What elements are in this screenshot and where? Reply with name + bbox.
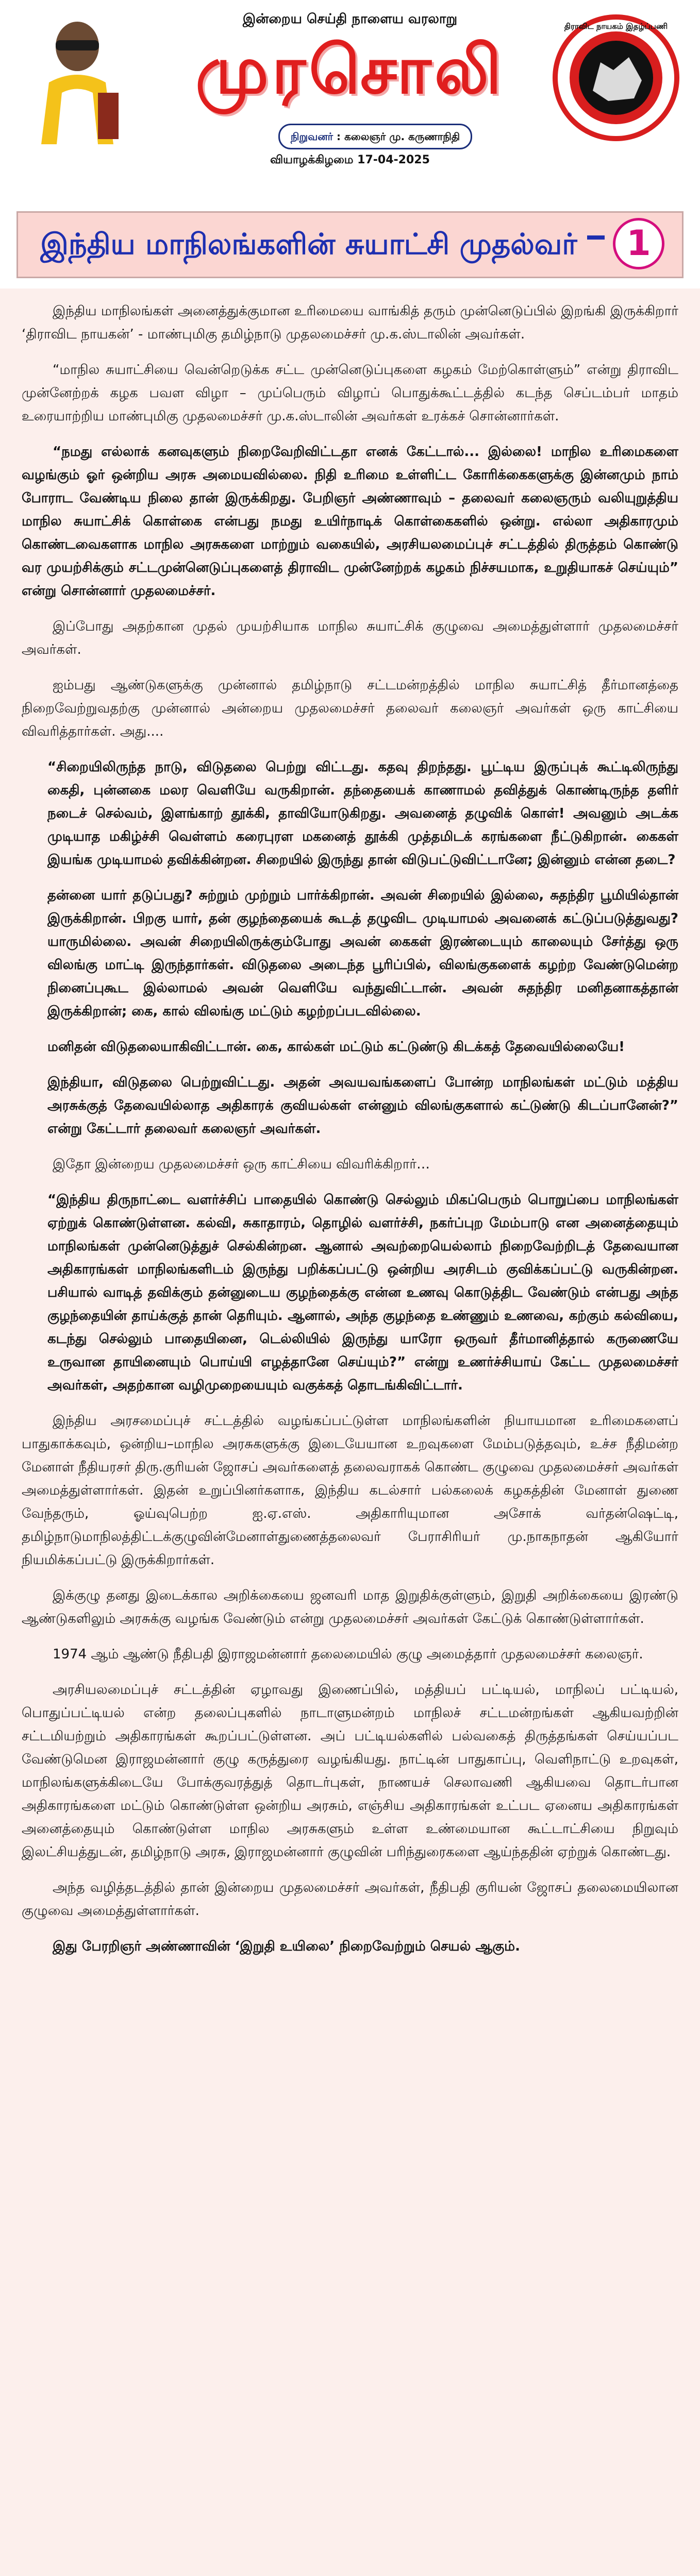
article-paragraph: இந்திய மாநிலங்கள் அனைத்துக்குமான உரிமையை வாங்கித் தரும் முன்னெடுப்பில் இறங்கி இருக்கிறார் ‘திராவிட நாயகன்’ - மாண்புமிகு தமிழ்நாடு முதலமைச்சர் மு.க.ஸ்டாலின் அவர்கள். xyxy=(22,303,678,342)
founder-box xyxy=(278,124,472,149)
article-quote-paragraph: “இந்திய திருநாட்டை வளர்ச்சிப் பாதையில் கொண்டு செல்லும் மிகப்பெரும் பொறுப்பை மாநிலங்கள் ஏற்றுக் கொண்டுள்ளன. கல்வி, சுகாதாரம், தொழில் வளர்ச்சி, நகர்ப்புற மேம்பாடு என அனைத்தையும் மாநிலங்கள் முன்னெடுத்துச் செல்கின்றன. ஆனால் அவற்றையெல்லாம் நிறைவேற்றிடத் தேவையான அதிகாரங்கள் மாநிலங்களிடம் இருந்து பறிக்கப்பட்டு ஒன்றிய அரசிடம் குவிக்கப்பட்டு வருகின்றன. பசியால் வாடித் தவிக்கும் தன்னுடைய குழந்தைக்கு என்ன உணவு கொடுத்திட வேண்டும் என்பது அந்த குழந்தையின் தாய்க்குத் தான் தெரியும். ஆனால், அந்த குழந்தை உண்ணும் உணவை, கற்கும் கல்வியை, கடந்து செல்லும் பாதையினை, டெல்லியில் இருந்து யாரோ ஒருவர் தீர்மானித்தால் கருணையே உருவான தாயினையும் பொய்யி எழத்தானே செய்யும்?” என்று உணர்ச்சியாய் கேட்ட முதலமைச்சர் அவர்கள், அதற்கான வழிமுறையையும் வகுக்கத் தொடங்கிவிட்டார். xyxy=(47,1192,678,1393)
founder-name: கலைஞர் மு. கருணாநிதி xyxy=(344,130,460,143)
article-quote-paragraph: மனிதன் விடுதலையாகிவிட்டான். கை, கால்கள் மட்டும் கட்டுண்டு கிடக்கத் தேவையில்லையே! xyxy=(47,1039,625,1055)
article-paragraph: அந்த வழித்தடத்தில் தான் இன்றைய முதலமைச்சர் அவர்கள், நீதிபதி குரியன் ஜோசப் தலைமையிலான குழுவை அமைத்துள்ளார்கள். xyxy=(22,1880,678,1919)
article-quote-paragraph: “சிறையிலிருந்த நாடு, விடுதலை பெற்று விட்டது. கதவு திறந்தது. பூட்டிய இருப்புக் கூட்டிலிருந்து கைதி, புன்னகை மலர வெளியே வருகிறான். தந்தையைக் காணாமல் தவித்துக் கொண்டிருந்த தளிர் நடைச் செல்வம், இளங்காற் தூக்கி, தாவியோடுகிறது. அவனைத் தழுவிக் கொள்! அவனும் அடக்க முடியாத மகிழ்ச்சி வெள்ளம் கரைபுரள மகனைத் தூக்கி முத்தமிடக் கரங்களை நீட்டுகிறான். கைகள் இயங்க முடியாமல் தவிக்கின்றன. சிறையில் இருந்து தான் விடுபட்டுவிட்டானே; இன்னும் என்ன தடை? xyxy=(47,759,678,868)
issue-date: வியாழக்கிழமை 17-04-2025 xyxy=(270,154,430,166)
article-closing-paragraph: இது பேரறிஞர் அண்ணாவின் ‘இறுதி உயிலை’ நிறைவேற்றும் செயல் ஆகும். xyxy=(53,1939,520,1954)
masthead xyxy=(0,0,700,170)
article-paragraph: இக்குழு தனது இடைக்கால அறிக்கையை ஜனவரி மாத இறுதிக்குள்ளும், இறுதி அறிக்கையை இரண்டு ஆண்டுகளிலும் அரசுக்கு வழங்க வேண்டும் என்று முதலமைச்சர் அவர்கள் கேட்டுக் கொண்டுள்ளார்கள். xyxy=(22,1588,678,1626)
article-paragraph: அரசியலமைப்புச் சட்டத்தின் ஏழாவது இணைப்பில், மத்தியப் பட்டியல், மாநிலப் பட்டியல், பொதுப்பட்டியல் என்ற தலைப்புகளில் நாடாளுமன்றம் மாநிலச் சட்டமன்றங்கள் ஆகியவற்றின் சட்டமியற்றும் அதிகாரங்கள் கூறப்பட்டுள்ளன. அப் பட்டியல்களில் பல்வகைத் திருத்தங்கள் செய்யப்பட வேண்டுமென இராஜமன்னார் குழு கருத்துரை வழங்கியது. நாட்டின் பாதுகாப்பு, வெளிநாட்டு உறவுகள், மாநிலங்களுக்கிடையே போக்குவரத்துத் தொடர்புகள், நாணயச் செலாவணி ஆகியவை தொடர்பான அதிகாரங்களை மட்டும் கொண்டுள்ள ஒன்றிய அரசும், எஞ்சிய அதிகாரங்கள் உட்பட ஏனைய அதிகாரங்கள் அனைத்தையும் கொண்டுள்ள மாநில அரசுகளும் உள்ள உண்மையான கூட்டாட்சியை நிறுவும் இலட்சியத்துடன், தமிழ்நாடு அரசு, இராஜமன்னார் குழுவின் பரிந்துரைகளை ஆய்ந்ததின் ஏற்றுக் கொண்டது. xyxy=(22,1682,678,1860)
founder-label: நிறுவனர் xyxy=(290,130,334,143)
article-quote-paragraph: “நமது எல்லாக் கனவுகளும் நிறைவேறிவிட்டதா எனக் கேட்டால்... இல்லை! மாநில உரிமைகளை வழங்கும் ஓர் ஒன்றிய அரசு அமையவில்லை. நிதி உரிமை உள்ளிட்ட கோரிக்கைகளுக்கு இன்னமும் நாம் போராட வேண்டிய நிலை தான் இருக்கிறது. பேறிஞர் அண்ணாவும் – தலைவர் கலைஞரும் வலியுறுத்திய மாநில சுயாட்சிக் கொள்கை என்பது நமது உயிர்நாடிக் கொள்கைகளில் ஒன்று. எல்லா அதிகாரமும் கொண்டவைகளாக மாநில அரசுகளை மாற்றும் வகையில், அரசியலமைப்புச் சட்டத்தில் திருத்தம் கொண்டு வர முயற்சிக்கும் சட்டமுன்னெடுப்புகளைத் திராவிட முன்னேற்றக் கழகம் நிச்சயமாக, உறுதியாகச் செய்யும்” என்று சொன்னார் முதலமைச்சர். xyxy=(22,444,678,599)
series-number-badge: 1 xyxy=(613,218,664,269)
headline-title: இந்திய மாநிலங்களின் சுயாட்சி முதல்வர் xyxy=(40,228,577,261)
article-paragraph: 1974 ஆம் ஆண்டு நீதிபதி இராஜமன்னார் தலைமையில் குழு அமைத்தார் முதலமைச்சர் கலைஞர். xyxy=(53,1647,643,1662)
headline-dash xyxy=(587,235,605,240)
article-paragraph: “மாநில சுயாட்சியை வென்றெடுக்க சட்ட முன்னெடுப்புகளை கழகம் மேற்கொள்ளும்” என்று திராவிட முன்னேற்றக் கழக பவள விழா – முப்பெரும் விழாப் பொதுக்கூட்டத்தில் கடந்த செப்டம்பர் மாதம் உரையாற்றிய மாண்புமிகு முதலமைச்சர் மு.க.ஸ்டாலின் அவர்கள் உரக்கச் சொன்னார்கள். xyxy=(22,362,678,424)
dravida-emblem-logo xyxy=(552,13,680,142)
emblem-text: திராவிட நாயகம் இதழ்ப்பணி xyxy=(564,22,668,31)
article-paragraph: இந்திய அரசமைப்புச் சட்டத்தில் வழங்கப்பட்டுள்ள மாநிலங்களின் நியாயமான உரிமைகளைப் பாதுகாக்கவும், ஒன்றிய–மாநில அரசுகளுக்கு இடையேயான உறவுகளை மேம்படுத்தவும், உச்ச நீதிமன்ற மேனாள் நீதியரசர் திரு.குரியன் ஜோசப் அவர்களைத் தலைவராகக் கொண்ட குழுவை முதலமைச்சர் அவர்கள் அமைத்துள்ளார்கள். இதன் உறுப்பினர்களாக, இந்திய கடல்சார் பல்கலைக் கழகத்தின் மேனாள் துணை வேந்தரும், ஓய்வுபெற்ற ஐ.ஏ.எஸ். அதிகாரியுமான அசோக் வர்தன்ஷெட்டி, தமிழ்நாடுமாநிலத்திட்டக்குழுவின்மேனாள்துணைத்தலைவர் பேராசிரியர் மு.நாகநாதன் ஆகியோர் நியமிக்கப்பட்டு இருக்கிறார்கள். xyxy=(22,1413,678,1568)
headline-banner xyxy=(16,211,684,278)
masthead-tagline: இன்றைய செய்தி நாளைய வரலாறு xyxy=(242,11,458,27)
newspaper-logo: முரசொலி xyxy=(195,32,505,109)
article-quote-paragraph: தன்னை யார் தடுப்பது? சுற்றும் முற்றும் பார்க்கிறான். அவன் சிறையில் இல்லை, சுதந்திர பூமியில்தான் இருக்கிறான். பிறகு யார், தன் குழந்தையைக் கூடத் தழுவிட முடியாமல் அவனைக் கட்டுப்படுத்துவது? யாருமில்லை. அவன் சிறையிலிருக்கும்போது அவன் கைகள் இரண்டையும் காலையும் சேர்த்து ஒரு விலங்கு மாட்டி இருந்தார்கள். விடுதலை அடைந்த பூரிப்பில், விலங்குகளைக் கழற்ற வேண்டுமென்ற நினைப்புகூட இல்லாமல் அவன் வெளியே வந்துவிட்டான். அவன் சுதந்திர மனிதனாகத்தான் இருக்கிறான்; கை, கால் விலங்கு மட்டும் கழற்றப்படவில்லை. xyxy=(47,888,678,1019)
article-paragraph: இப்போது அதற்கான முதல் முயற்சியாக மாநில சுயாட்சிக் குழுவை அமைத்துள்ளார் முதலமைச்சர் அவர்கள். xyxy=(22,619,678,657)
article-paragraph: இதோ இன்றைய முதலமைச்சர் ஒரு காட்சியை விவரிக்கிறார்… xyxy=(53,1157,430,1172)
article-quote-paragraph: இந்தியா, விடுதலை பெற்றுவிட்டது. அதன் அவயவங்களைப் போன்ற மாநிலங்கள் மட்டும் மத்திய அரசுக்குத் தேவையில்லாத அதிகாரக் குவியல்கள் என்னும் விலங்குகளால் கட்டுண்டு கிடப்பானேன்?” என்று கேட்டார் தலைவர் கலைஞர் அவர்கள். xyxy=(47,1075,678,1137)
article-paragraph: ஐம்பது ஆண்டுகளுக்கு முன்னால் தமிழ்நாடு சட்டமன்றத்தில் மாநில சுயாட்சித் தீர்மானத்தை நிறைவேற்றுவதற்கு முன்னால் அன்றைய முதலமைச்சர் தலைவர் கலைஞர் அவர்கள் ஒரு காட்சியை விவரித்தார்கள். அது.... xyxy=(22,677,678,739)
article-body xyxy=(0,289,700,2576)
founder-separator: : xyxy=(337,130,345,143)
